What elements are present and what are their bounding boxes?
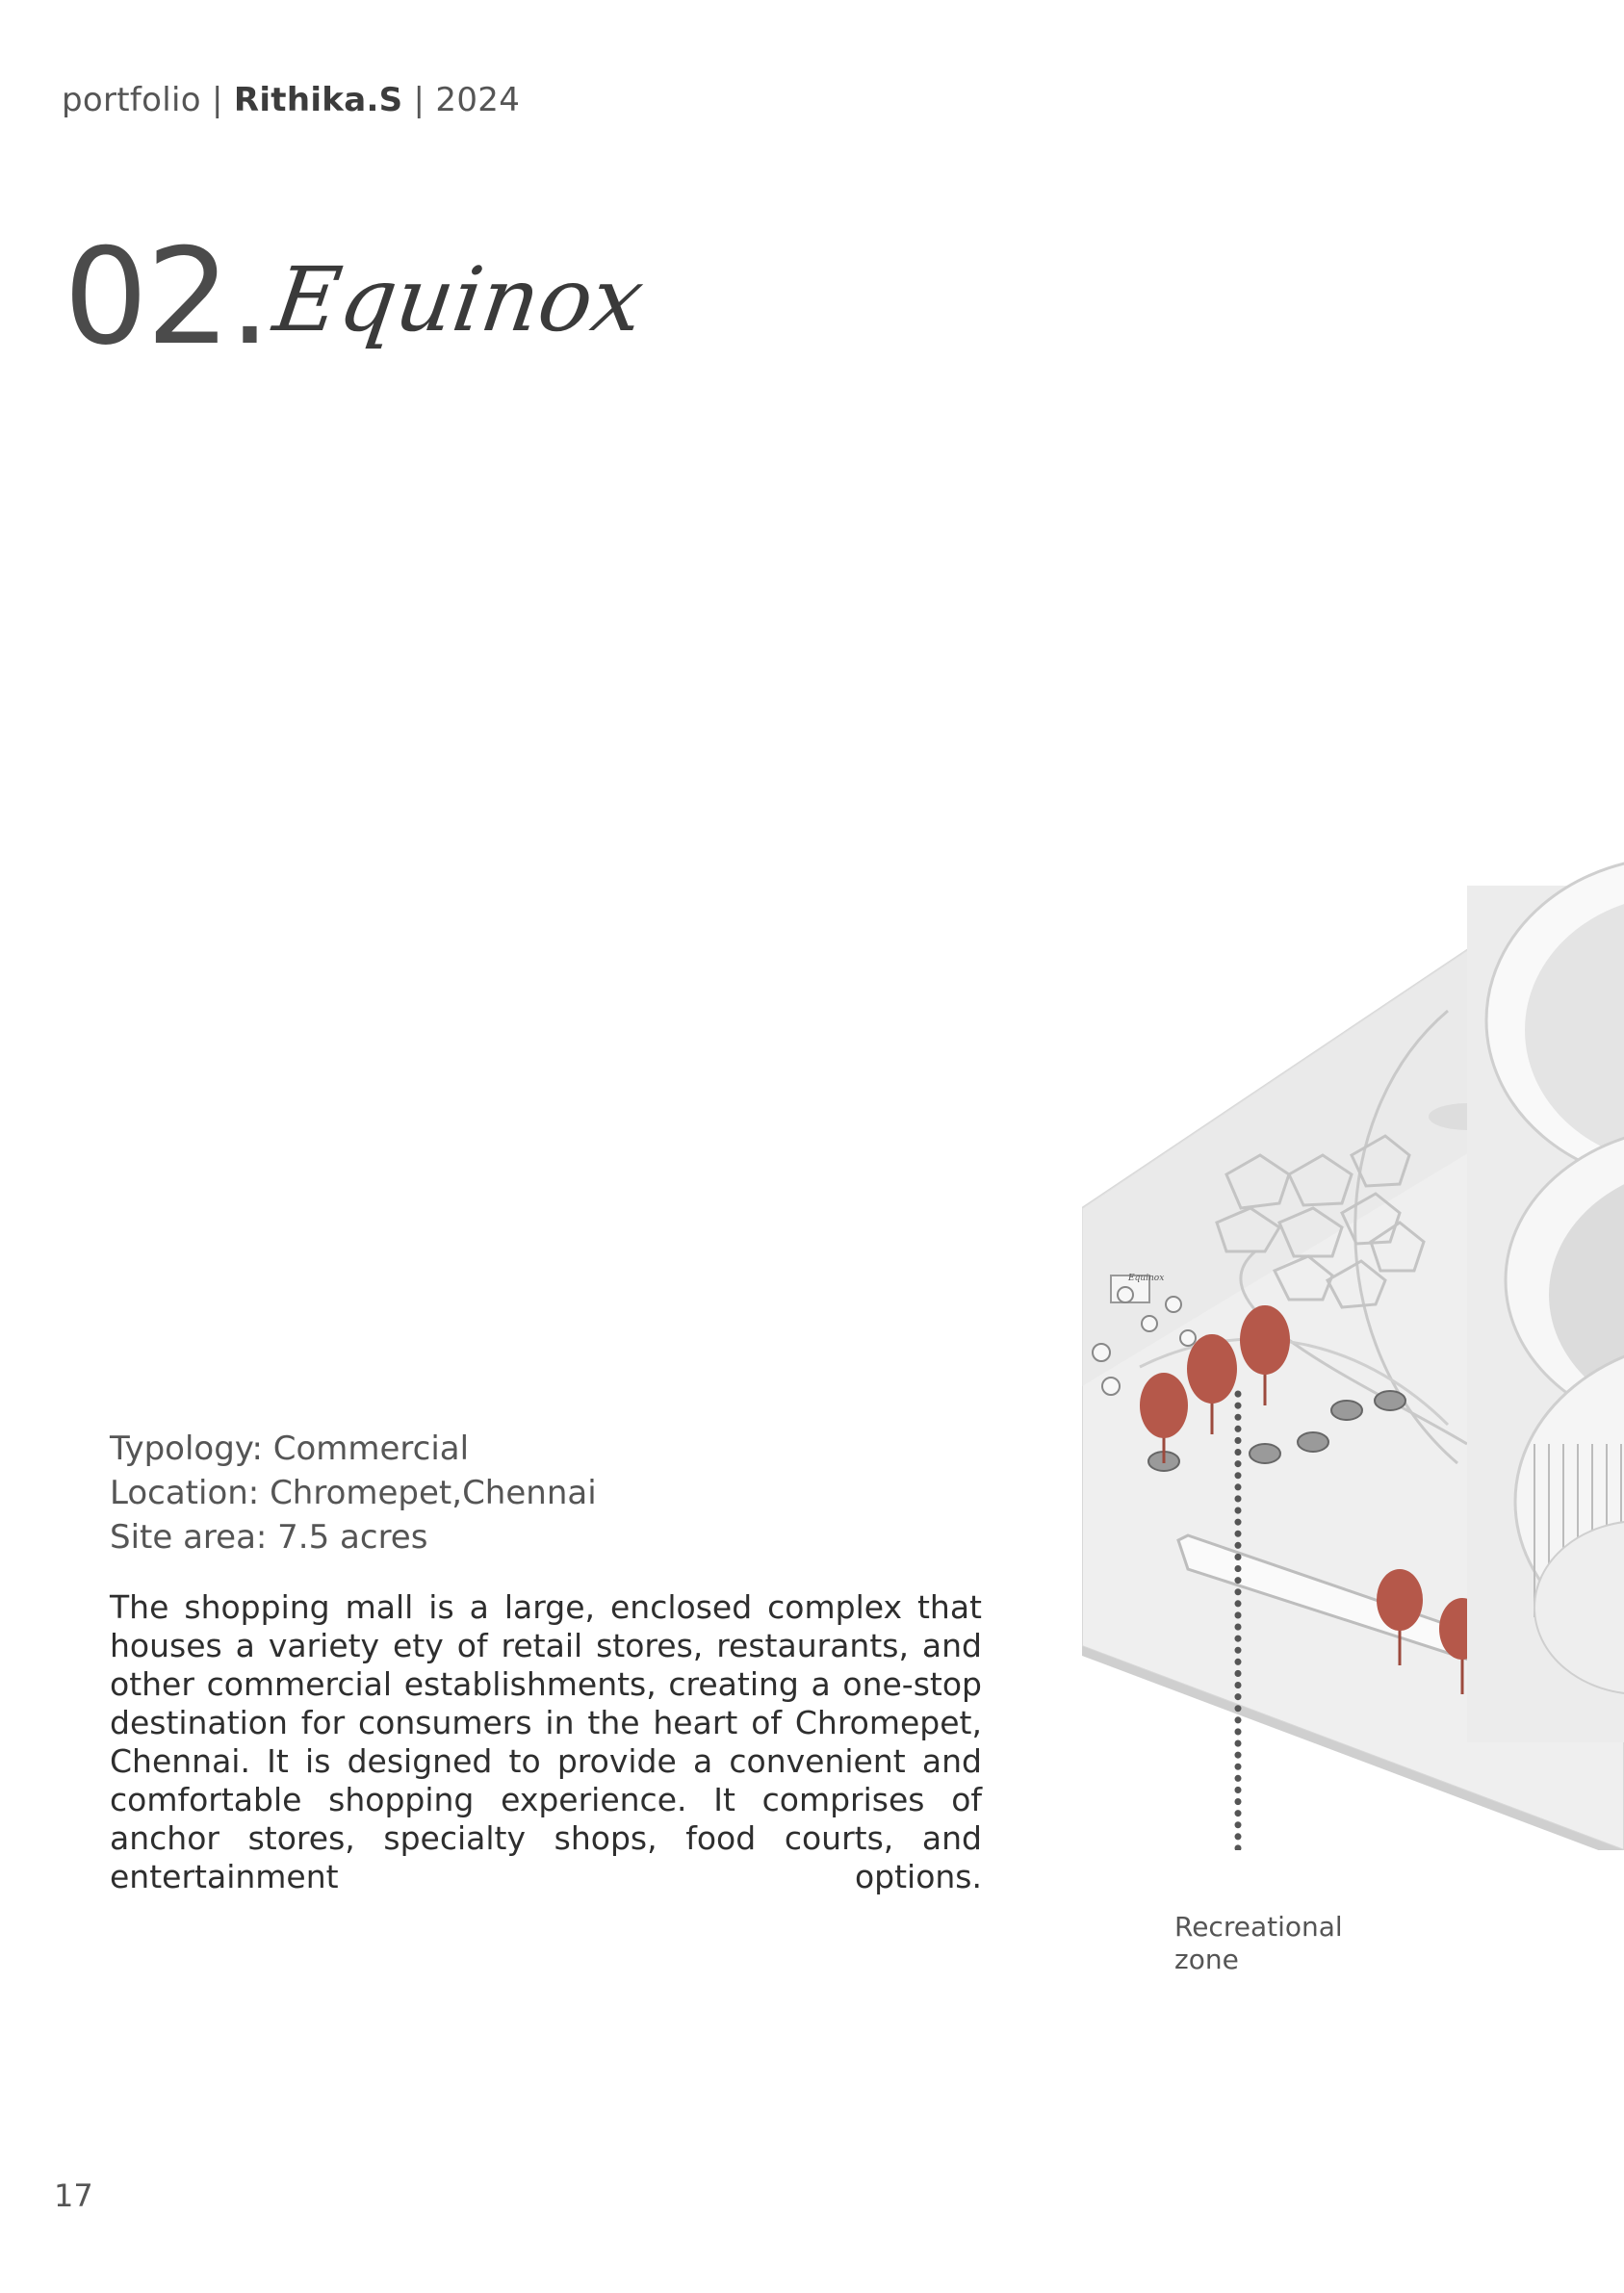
site-render-image	[1082, 770, 1624, 1850]
page-number: 17	[54, 2177, 93, 2214]
mall-building	[1467, 857, 1624, 1742]
site-area-line: Site area: 7.5 acres	[110, 1518, 428, 1557]
project-title: Equinox	[268, 248, 650, 351]
typology-line: Typology: Commercial	[110, 1430, 470, 1468]
project-number: 02.	[64, 219, 270, 374]
zone-label-line1: Recreational	[1174, 1911, 1343, 1943]
header-prefix: portfolio |	[62, 81, 234, 119]
sign-text: Equinox	[1128, 1274, 1165, 1283]
zone-label-line2: zone	[1174, 1944, 1239, 1975]
header-year: | 2024	[402, 81, 521, 119]
location-line: Location: Chromepet,Chennai	[110, 1474, 597, 1512]
recreational-zone-label	[1174, 1911, 1425, 1976]
project-meta	[110, 1427, 597, 1559]
project-description: The shopping mall is a large, enclosed complex that houses a variety ety of retail stores, restaurants, and other commercial establishments, creating a one-stop destination for consumers in the heart of Chromepet, Chennai. It is designed to provide a convenient and comfortable shopping experience. It comprises of anchor stores, specialty shops, food courts, and entertainment options.	[110, 1588, 982, 1895]
page-header	[62, 81, 520, 119]
author-name: Rithika.S	[233, 81, 403, 119]
